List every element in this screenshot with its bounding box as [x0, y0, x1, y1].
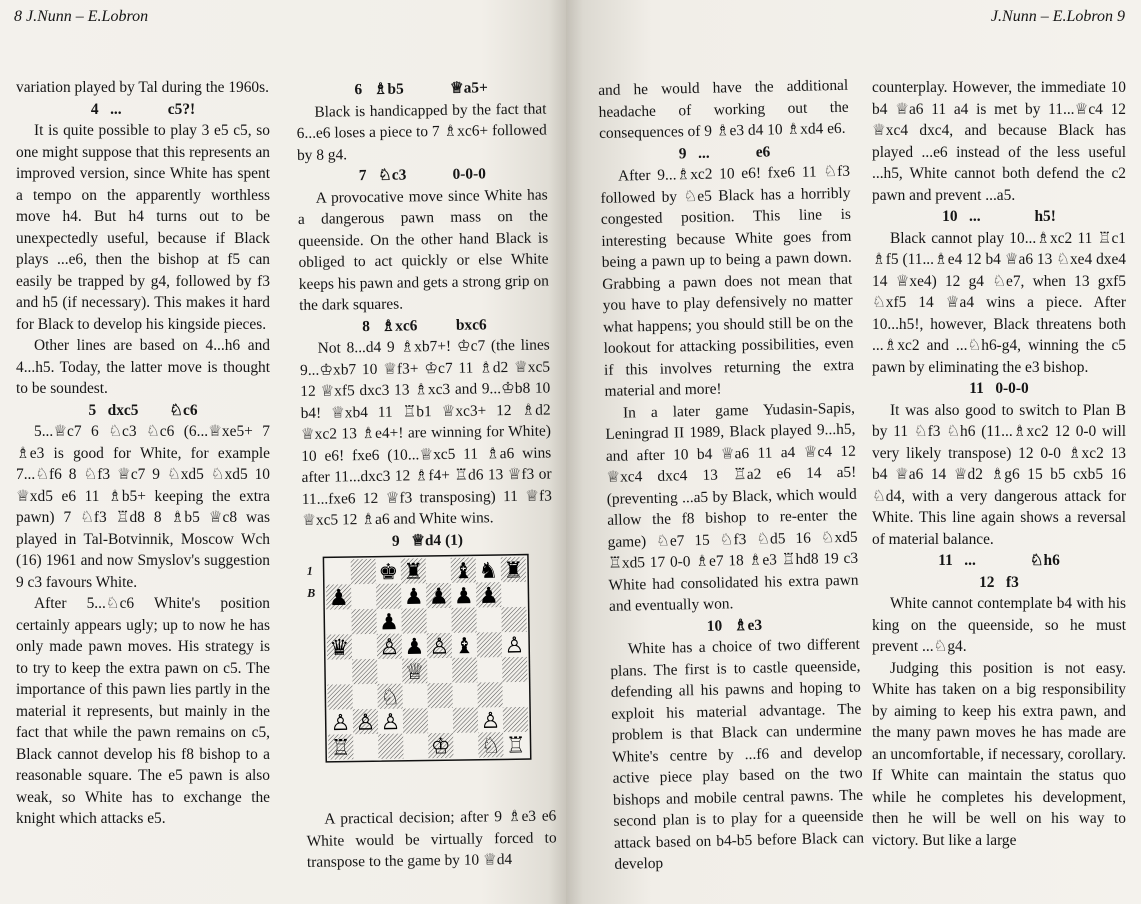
left-column	[16, 77, 270, 830]
dark-square	[327, 684, 352, 709]
left-running-head: 8 J.Nunn – E.Lobron	[14, 8, 149, 25]
paragraph: A provocative move since White has a dangerous pawn mass on the queenside. On the other hand Black is obliged to act quickly or else White keeps his pawn and gets a strong grip on the dark squares.	[297, 185, 549, 314]
left-column-2-text	[296, 77, 553, 553]
white-pawn-icon: ♙	[379, 635, 400, 661]
move-heading: 6 ♗b5 ♕a5+	[354, 79, 488, 99]
black-pawn-icon: ♟	[404, 634, 425, 661]
left-column-2	[296, 77, 557, 874]
white-knight-icon: ♘	[380, 685, 401, 711]
white-pawn-icon: ♙	[380, 710, 401, 736]
move-heading: 9 ♕d4 (1)	[391, 531, 464, 550]
paragraph: White cannot contemplate b4 with his king on the queenside, so he must prevent ...♘g4.	[872, 595, 1126, 655]
dark-square	[403, 708, 428, 733]
diagram-side-to-move: B	[307, 585, 316, 600]
white-rook-icon: ♖	[330, 735, 351, 762]
paragraph: Other lines are based on 4...h6 and 4...h5. Today, the latter move is thought to be soundest.	[16, 337, 270, 397]
dark-square	[477, 632, 502, 657]
dark-square	[502, 657, 527, 682]
move-heading: 11 0-0-0	[969, 380, 1029, 397]
move-heading: 10 ♗e3	[706, 616, 763, 635]
left-column-2-bottom-text	[306, 805, 557, 873]
paragraph: After 9...♗xc2 10 e6! fxe6 11 ♘f3 followed by ♘e5 Black has a horribly congested position. This line is interesting because White goes from being a pawn up to being a pawn down. Grabbing a pawn does not mean that you have to play defensively no matter what happens; you should still be on the lookout for attacking possibilities, even if this involves returning the extra material and more!	[600, 162, 855, 400]
black-pawn-icon: ♟	[453, 584, 474, 610]
dark-square	[501, 607, 526, 632]
dark-square	[453, 708, 478, 733]
dark-square	[376, 584, 401, 609]
paragraph: White has a choice of two different plans. The first is to castle queenside, defending all his pawns and hoping to exploit his material advantage. The problem is that Black can undermine White's centre by ...f6 and develop active piece play based on the two bishops and mobile central pawns. The second plan is to play for a queenside attack based on b4-b5 before Black can develop	[610, 635, 865, 873]
move-heading: 8 ♗xc6 bxc6	[362, 315, 487, 335]
paragraph: 5...♕c7 6 ♘c3 ♘c6 (6...♕xe5+ 7 ♗e3 is good for White, for example 7...♘f6 8 ♘f3 ♕c7 9 ♘xd5 ♘xd5 10 ♕xd5 e6 11 ♗b5+ keeping the extra pawn) 7 ♘f3 ♖d8 8 ♗b5 ♕c8 was played in Tal-Botvinnik, Moscow Wch (16) 1961 and now Smyslov's suggestion 9 c3 favours White.	[16, 423, 270, 591]
white-knight-icon: ♘	[480, 733, 501, 759]
black-pawn-icon: ♟	[328, 585, 349, 612]
dark-square	[427, 683, 452, 708]
move-heading: 12 f3	[979, 573, 1019, 591]
paragraph: Not 8...d4 9 ♗xb7+! ♔c7 (the lines 9...♔xb7 10 ♕f3+ ♔c7 11 ♗d2 ♕xc5 12 ♕xf5 dxc3 13 ♗xc3 and 9...♔b8 10 b4! ♕xb4 11 ♖b1 ♕xc3+ 12 ♗d2 ♕xc2 13 ♗e4+! are winning for White) 10 e6! fxe6 (10...♕xc5 11 ♗a6 wins after 11...dxc3 12 ♗f4+ ♖d6 13 ♕f3 or 11...fxe6 12 ♕f3 transposing) 11 ♕f3 ♕xc5 12 ♗a6 and White wins.	[299, 336, 552, 529]
paragraph: variation played by Tal during the 1960s.	[16, 79, 269, 96]
dark-square	[352, 659, 377, 684]
diagram-1	[303, 551, 556, 804]
black-pawn-icon: ♟	[379, 610, 400, 636]
black-king-icon: ♚	[378, 560, 399, 586]
dark-square	[378, 734, 403, 759]
paragraph: A practical decision; after 9 ♗e3 e6 White would be virtually forced to transpose to the game by 10 ♕d4	[306, 807, 557, 871]
paragraph: It is quite possible to play 3 e5 c5, so one might suppose that this represents an improved version, since White has spent a tempo on the apparently worthless move h4. But h4 turns out to be unexpectedly useful, because if Black plays ...e6, then the bishop at f5 can easily be trapped by g4, followed by f3 and h5 (if necessary). This makes it hard for Black to develop his kingside pieces.	[16, 122, 270, 333]
paragraph: and he would have the additional headache of working out the consequences of 9 ♗e3 d4 10 ♗xd4 e6.	[598, 76, 849, 142]
paragraph: Black is handicapped by the fact that 6...e6 loses a piece to 7 ♗xc6+ followed by 8 g4.	[296, 100, 547, 164]
white-pawn-icon: ♙	[504, 633, 525, 659]
right-page	[566, 0, 1141, 904]
move-heading: 10 ... h5!	[942, 208, 1056, 225]
black-rook-icon: ♜	[403, 559, 424, 586]
paragraph: After 5...♘c6 White's position certainly appears ugly; up to now he has only made pawn moves. His strategy is to try to keep the extra pawn on c5. The importance of this pawn lies partly in the material it represents, but mainly in the fact that while the pawn remains on c5, Black cannot develop his f8 bishop to a reasonable square. The e5 pawn is also weak, so White has to exchange the knight which attacks e5.	[16, 595, 270, 827]
white-pawn-icon: ♙	[480, 708, 501, 734]
white-queen-icon: ♕	[404, 659, 425, 686]
left-page	[0, 0, 566, 904]
diagram-number: 1	[306, 563, 313, 578]
white-king-icon: ♔	[430, 734, 451, 760]
black-rook-icon: ♜	[503, 558, 524, 584]
paragraph: Judging this position is not easy. White has taken on a big responsibility by aiming to keep his extra pawn, and the many pawn moves he has made are an uncomfortable, if necessary, corollary. If White can maintain the status quo while he completes his development, then he will be well on his way to victory. But like a large	[872, 659, 1126, 849]
white-pawn-icon: ♙	[330, 710, 351, 737]
dark-square	[401, 608, 426, 633]
move-heading: 11 ... ♘h6	[938, 552, 1060, 569]
white-pawn-icon: ♙	[355, 710, 376, 736]
move-heading: 5 dxc5 ♘c6	[88, 401, 198, 419]
dark-square	[452, 658, 477, 683]
right-column-1	[598, 75, 865, 876]
paragraph: It was also good to switch to Plan B by 11 ♘f3 ♘h6 (11...♗xc2 12 0-0 will very likely transpose) 12 0-0 ♗xc2 13 b4 ♕a6 14 ♕d2 ♗g6 15 b5 cxb5 16 ♘d4, with a very dangerous attack for White. This line again shows a reversal of material balance.	[872, 401, 1126, 548]
dark-square	[503, 707, 528, 732]
dark-square	[351, 609, 376, 634]
dark-square	[351, 559, 376, 584]
dark-square	[451, 608, 476, 633]
paragraph: counterplay. However, the immediate 10 b4 ♕a6 11 a4 is met by 11...♕c4 12 ♕xc4 dxc4, and because Black has played ...e6 instead of the less useful ...h5, White cannot both defend the c2 pawn and prevent ...a5.	[872, 79, 1126, 204]
right-running-head: J.Nunn – E.Lobron 9	[990, 8, 1125, 25]
move-heading: 4 ... c5?!	[90, 100, 196, 118]
move-heading: 7 ♘c3 0-0-0	[358, 165, 486, 185]
black-knight-icon: ♞	[478, 558, 499, 584]
black-bishop-icon: ♝	[453, 559, 474, 585]
paragraph: In a later game Yudasin-Sapis, Leningrad II 1989, Black played 9...h5, and after 10 b4 ♕a6 11 a4 ♕c4 12 ♕xc4 dxc4 13 ♖a2 e6 14 a5! (preventing ...a5 by Black, which would allow the f8 bishop to re-enter the game) ♘e7 15 ♘f3 ♘d5 16 ♘xd5 ♖xd5 17 0-0 ♗e7 18 ♗e3 ♖hd8 19 c3 White had consolidated his extra pawn and eventually won.	[605, 399, 859, 615]
black-bishop-icon: ♝	[454, 634, 475, 660]
black-queen-icon: ♛	[329, 635, 350, 662]
chess-board	[323, 554, 532, 763]
black-pawn-icon: ♟	[478, 583, 499, 609]
right-column-2	[872, 77, 1126, 851]
black-pawn-icon: ♟	[403, 584, 424, 611]
white-pawn-icon: ♙	[429, 634, 450, 660]
paragraph: Black cannot play 10...♗xc2 11 ♖c1 ♗f5 (11...♗e4 12 b4 ♕a6 13 ♘xe4 dxe4 14 ♕xe4) 12 g4 ♘e7, when 13 gxf5 ♘xf5 14 ♕a4 wins a piece. After 10...h5!, however, Black threatens both ...♗xc2 and ...♘h6-g4, winning the c5 pawn by eliminating the e3 bishop.	[872, 229, 1126, 376]
black-pawn-icon: ♟	[428, 584, 449, 610]
dark-square	[477, 682, 502, 707]
move-heading: 9 ... e6	[678, 142, 771, 162]
white-rook-icon: ♖	[505, 733, 526, 759]
